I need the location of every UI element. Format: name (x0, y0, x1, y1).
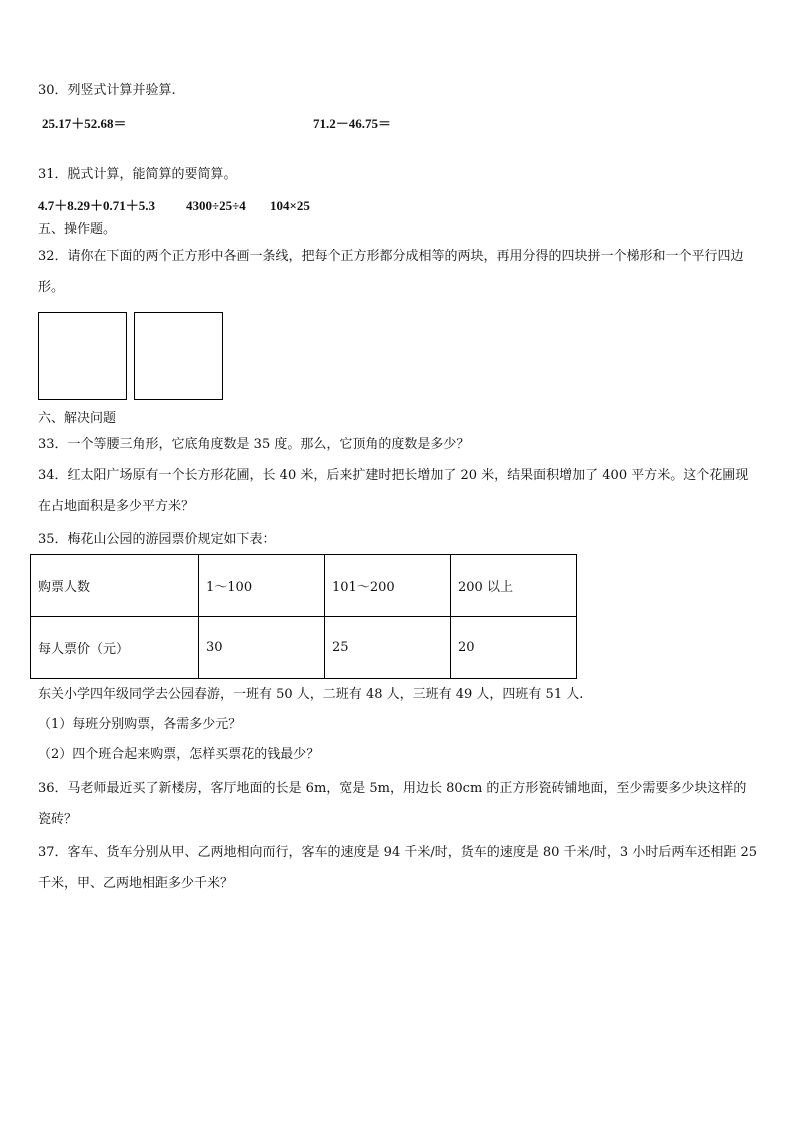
table-cell: 购票人数 (31, 555, 199, 617)
table-row (31, 617, 577, 679)
q35-subquestion-2: （2）四个班合起来购票，怎样买票花的钱最少？ (38, 747, 320, 762)
square-right[interactable] (134, 312, 223, 400)
q33-text: 33．一个等腰三角形，它底角度数是 35 度。那么，它顶角的度数是多少？ (38, 437, 470, 452)
ticket-price-table (30, 554, 577, 679)
section-five-heading: 五、操作题。 (38, 222, 117, 237)
table-cell: 200 以上 (451, 555, 577, 617)
q34-text: 34．红太阳广场原有一个长方形花圃，长 40 米，后来扩建时把长增加了 20 米，结果面积增加了 400 平方米。这个花圃现在占地面积是多少平方米？ (38, 468, 749, 514)
q30-expr1: 25.17＋52.68＝ (42, 116, 127, 131)
q32-text: 32．请你在下面的两个正方形中各画一条线，把每个正方形都分成相等的两块，再用分得的四块拼一个梯形和一个平行四边形。 (38, 249, 744, 295)
q31-expr2: 4300÷25÷4 (186, 198, 246, 213)
q35-description: 东关小学四年级同学去公园春游，一班有 50 人，二班有 48 人，三班有 49 人，四班有 51 人. (38, 687, 584, 702)
table-cell: 30 (199, 617, 325, 679)
table-cell: 20 (451, 617, 577, 679)
table-cell: 101～200 (325, 555, 451, 617)
q35-title: 35．梅花山公园的游园票价规定如下表： (38, 532, 276, 547)
q37-text: 37．客车、货车分别从甲、乙两地相向而行，客车的速度是 94 千米/时，货车的速度是 80 千米/时，3 小时后两车还相距 25 千米，甲、乙两地相距多少千米？ (38, 845, 757, 891)
section-six-heading: 六、解决问题 (38, 411, 117, 426)
q36-text: 36．马老师最近买了新楼房，客厅地面的长是 6m，宽是 5m，用边长 80cm 的正方形瓷砖铺地面，至少需要多少块这样的瓷砖？ (38, 781, 747, 827)
q35-subquestion-1: （1）每班分别购票，各需多少元？ (38, 717, 242, 732)
q31-expr3: 104×25 (270, 198, 310, 213)
q31-title: 31．脱式计算，能简算的要简算。 (38, 167, 237, 182)
table-cell: 每人票价（元） (31, 617, 199, 679)
table-cell: 25 (325, 617, 451, 679)
q30-title: 30．列竖式计算并验算. (38, 83, 176, 98)
q30-expr2: 71.2－46.75＝ (313, 116, 392, 131)
table-cell: 1～100 (199, 555, 325, 617)
table-row (31, 555, 577, 617)
q31-expr1: 4.7＋8.29＋0.71＋5.3 (38, 198, 156, 213)
square-left[interactable] (38, 312, 127, 400)
